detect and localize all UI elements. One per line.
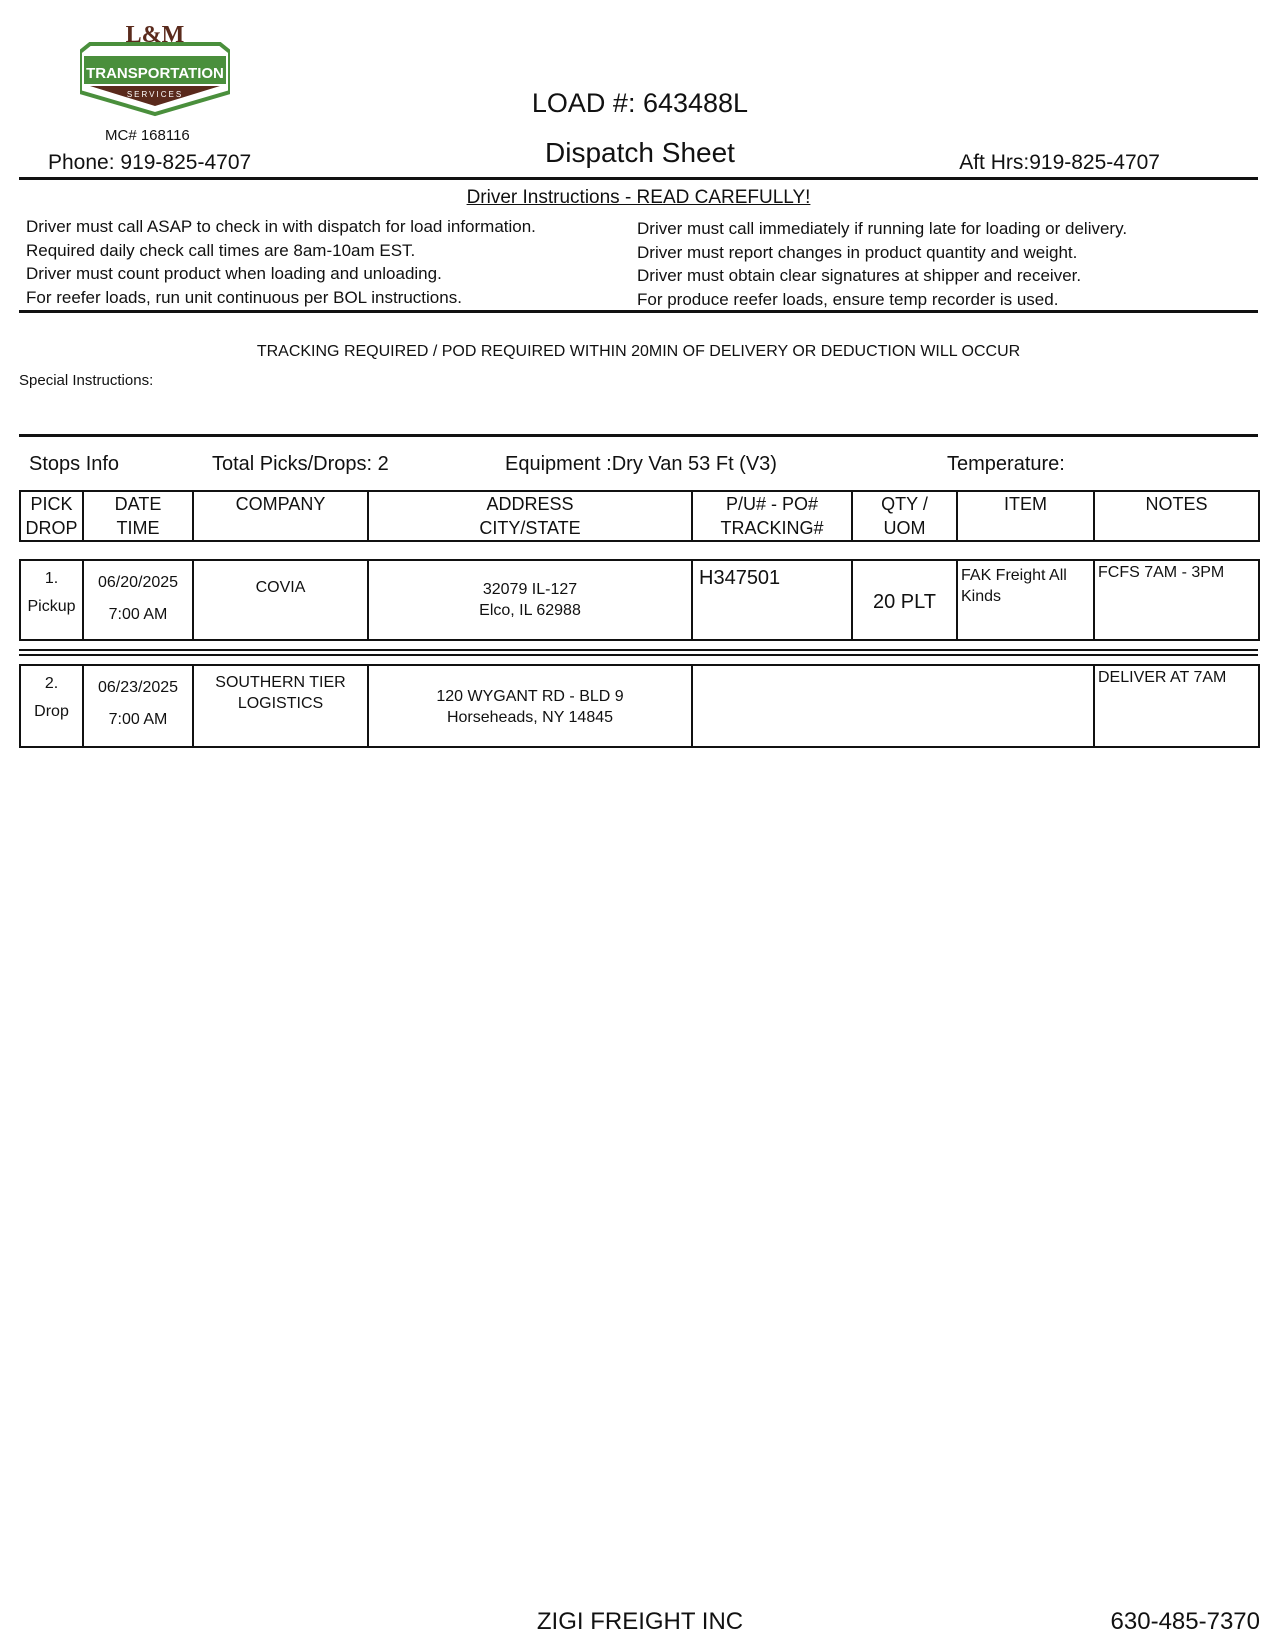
header-notes: NOTES — [1094, 491, 1259, 541]
stop-type-cell: 2. Drop — [20, 665, 83, 747]
stop-notes-cell: DELIVER AT 7AM — [1094, 665, 1259, 747]
stops-table-header — [19, 490, 1260, 542]
temperature-label: Temperature: — [947, 453, 1065, 475]
instruction-item: For reefer loads, run unit continuous per BOL instructions. — [26, 287, 462, 307]
instruction-item: Driver must call ASAP to check in with dispatch for load information. — [26, 217, 536, 236]
table-row — [20, 665, 1259, 747]
stop-address-cell: 120 WYGANT RD - BLD 9 Horseheads, NY 14845 — [368, 665, 692, 747]
equipment-info: Equipment :Dry Van 53 Ft (V3) — [505, 453, 777, 475]
instructions-left — [26, 215, 536, 309]
instruction-item: Driver must call immediately if running late for loading or delivery. — [637, 219, 1128, 238]
stop-row-drop — [19, 664, 1260, 748]
header-pu-po: P/U# - PO# TRACKING# — [692, 491, 852, 541]
header-pick-drop: PICK DROP — [20, 491, 83, 541]
header-qty: QTY / UOM — [852, 491, 957, 541]
instruction-item: Driver must report changes in product quantity and weight. — [637, 242, 1078, 262]
stop-address-cell: 32079 IL-127 Elco, IL 62988 — [368, 560, 692, 640]
total-picks-drops: Total Picks/Drops: 2 — [212, 453, 389, 475]
special-divider — [19, 434, 1258, 437]
instructions-right — [637, 217, 1127, 311]
stop-pu-cell: H347501 — [692, 560, 852, 640]
stop-row-pickup — [19, 559, 1260, 641]
stop-company-cell: SOUTHERN TIER LOGISTICS — [193, 665, 368, 747]
logo-mark-text: L&M — [125, 22, 185, 48]
logo-graphic — [80, 22, 230, 122]
stop-notes-cell: FCFS 7AM - 3PM — [1094, 560, 1259, 640]
instructions-title: Driver Instructions - READ CAREFULLY! — [466, 187, 811, 208]
header-date-time: DATE TIME — [83, 491, 193, 541]
stop-qty-cell: 20 PLT — [852, 560, 957, 640]
stop-empty-cell — [692, 665, 1094, 747]
mc-number: MC# 168116 — [105, 127, 190, 144]
stop-type-cell: 1. Pickup — [20, 560, 83, 640]
footer-company: ZIGI FREIGHT INC — [536, 1608, 744, 1635]
row-divider — [19, 654, 1258, 656]
header-company: COMPANY — [193, 491, 368, 541]
footer-phone: 630-485-7370 — [1110, 1608, 1260, 1635]
stop-item-cell: FAK Freight All Kinds — [957, 560, 1094, 640]
special-instructions-label: Special Instructions: — [19, 372, 154, 389]
stop-company-cell: COVIA — [193, 560, 368, 640]
instructions-divider — [19, 310, 1258, 313]
logo-name-text: TRANSPORTATION — [86, 65, 224, 82]
tracking-notice: TRACKING REQUIRED / POD REQUIRED WITHIN 20MIN OF DELIVERY OR DEDUCTION WILL OCCUR — [256, 343, 1021, 360]
instruction-item: Driver must obtain clear signatures at shipper and receiver. — [637, 266, 1082, 285]
header-address: ADDRESS CITY/STATE — [368, 491, 692, 541]
company-logo — [80, 22, 230, 122]
row-divider — [19, 649, 1258, 651]
instruction-item: For produce reefer loads, ensure temp recorder is used. — [637, 289, 1059, 309]
instruction-item: Required daily check call times are 8am-10am EST. — [26, 240, 416, 260]
after-hours-phone: Aft Hrs:919-825-4707 — [959, 151, 1160, 174]
header-divider — [19, 177, 1258, 180]
header-item: ITEM — [957, 491, 1094, 541]
stop-datetime-cell: 06/20/2025 7:00 AM — [83, 560, 193, 640]
table-row — [20, 560, 1259, 640]
phone-number: Phone: 919-825-4707 — [48, 151, 252, 174]
load-number: LOAD #: 643488L — [531, 88, 749, 118]
stops-info-label: Stops Info — [29, 453, 120, 475]
instruction-item: Driver must count product when loading and unloading. — [26, 264, 442, 283]
logo-sub-text: SERVICES — [126, 90, 184, 99]
page-title: Dispatch Sheet — [545, 137, 735, 168]
stop-datetime-cell: 06/23/2025 7:00 AM — [83, 665, 193, 747]
